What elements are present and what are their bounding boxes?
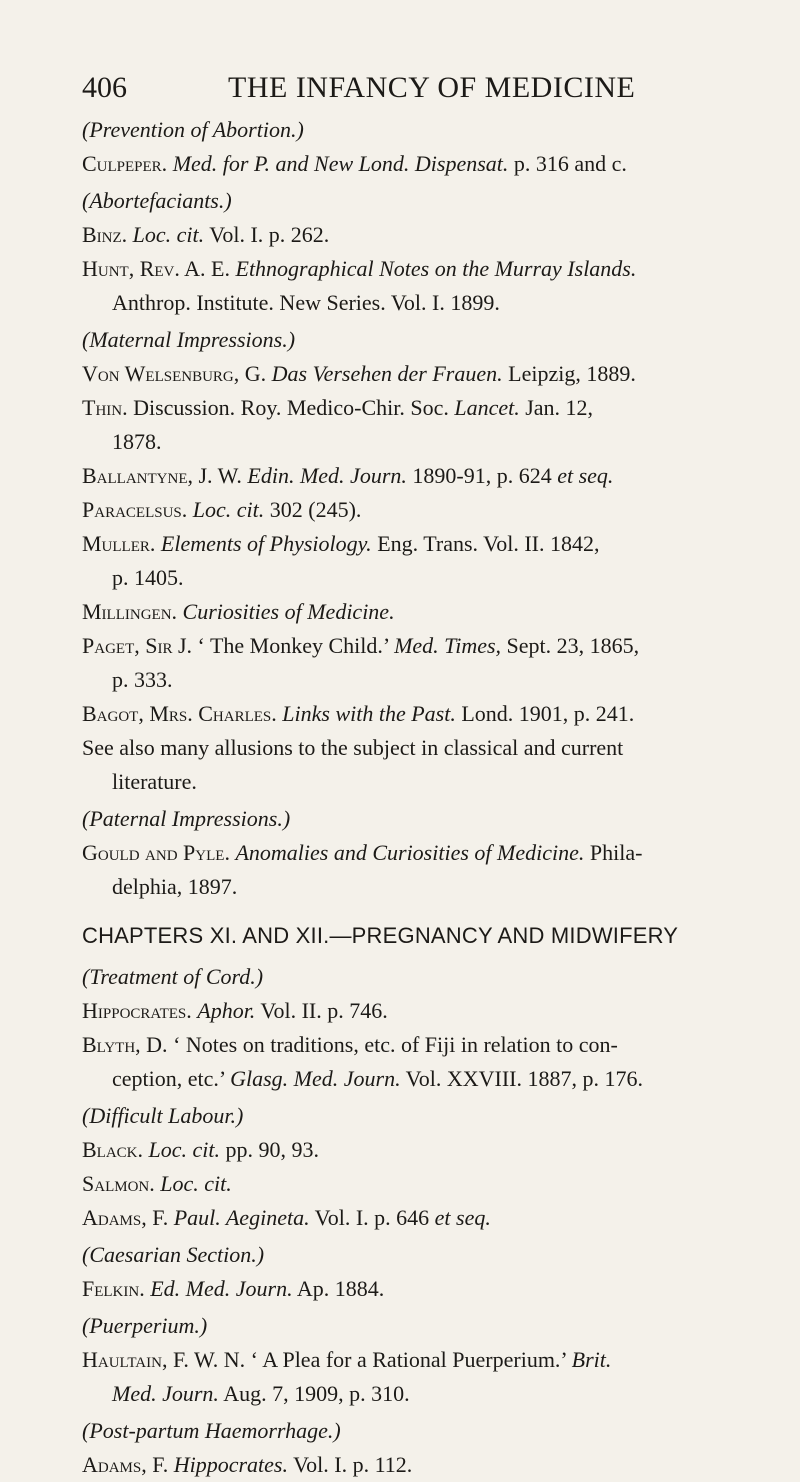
reference-continuation — [82, 1062, 740, 1096]
continuation-text: Anthrop. Institute. New Series. Vol. I. 1899. — [112, 290, 500, 315]
author-name: Von Welsenburg, G. — [82, 361, 267, 386]
work-title: Anomalies and Curiosities of Medicine. — [235, 840, 585, 865]
author-name: Bagot, Mrs. Charles. — [82, 701, 277, 726]
reference-line — [82, 357, 740, 391]
section-title: Abortefaciants — [89, 188, 219, 213]
reference-line — [82, 1343, 740, 1377]
work-title: Edin. Med. Journ. — [247, 463, 407, 488]
reference-line — [82, 595, 740, 629]
section-title: Prevention of Abortion — [89, 117, 291, 142]
reference-detail: Vol. I. p. 112. — [287, 1452, 413, 1477]
reference-line — [82, 994, 740, 1028]
author-name: Haultain, F. W. N. — [82, 1347, 246, 1372]
continuation-text: p. 333. — [112, 667, 173, 692]
continuation-work: Glasg. Med. Journ. — [230, 1066, 401, 1091]
author-name: Millingen. — [82, 599, 178, 624]
reference-line — [82, 147, 740, 181]
reference-note: Discussion. Roy. Medico-Chir. Soc. — [133, 395, 449, 420]
reference-detail: Ap. 1884. — [292, 1276, 385, 1301]
reference-line — [82, 527, 740, 561]
continuation-text: 1878. — [112, 429, 162, 454]
reference-note: ‘ Notes on traditions, etc. of Fiji in relation to con- — [173, 1032, 618, 1057]
chapter-heading: CHAPTERS XI. AND XII.—PREGNANCY AND MIDWIFERY — [82, 923, 679, 948]
reference-detail-italic: et seq. — [434, 1205, 491, 1230]
reference-detail: Phila- — [584, 840, 643, 865]
work-title: Paul. Aegineta. — [173, 1205, 310, 1230]
reference-continuation — [82, 1377, 740, 1411]
reference-line — [82, 629, 740, 663]
section-heading: (Puerperium.) — [82, 1313, 208, 1338]
continuation-text: delphia, 1897. — [112, 874, 238, 899]
reference-line — [82, 1272, 740, 1306]
continuation-work: Med. Journ. — [112, 1381, 219, 1406]
section-title: Treatment of Cord — [89, 964, 251, 989]
work-title: Ethnographical Notes on the Murray Islands. — [235, 256, 637, 281]
reference-detail: Sept. 23, 1865, — [501, 633, 640, 658]
author-name: Blyth, D. — [82, 1032, 168, 1057]
bibliography-list — [82, 110, 740, 1482]
reference-line — [82, 1167, 740, 1201]
section-heading: (Prevention of Abortion.) — [82, 117, 304, 142]
author-name: Salmon. — [82, 1171, 155, 1196]
reference-detail: Jan. 12, — [519, 395, 594, 420]
reference-line — [82, 493, 740, 527]
reference-line — [82, 697, 740, 731]
reference-detail-italic: et seq. — [557, 463, 614, 488]
continuation-text: p. 1405. — [112, 565, 184, 590]
author-name: Hippocrates. — [82, 998, 192, 1023]
reference-line — [82, 391, 740, 425]
continuation-detail: Aug. 7, 1909, p. 310. — [218, 1381, 410, 1406]
page-number: 406 — [82, 71, 127, 104]
section-heading: (Treatment of Cord.) — [82, 964, 264, 989]
reference-line — [82, 1201, 740, 1235]
work-title: Curiosities of Medicine. — [182, 599, 395, 624]
work-title: Brit. — [571, 1347, 612, 1372]
work-title: Elements of Physiology. — [160, 531, 372, 556]
work-title: Lancet. — [454, 395, 520, 420]
author-name: Gould and Pyle. — [82, 840, 230, 865]
reference-line — [82, 1133, 740, 1167]
work-title: Das Versehen der Frauen. — [271, 361, 503, 386]
reference-detail: Eng. Trans. Vol. II. 1842, — [371, 531, 600, 556]
work-title: Loc. cit. — [148, 1137, 221, 1162]
work-title: Ed. Med. Journ. — [150, 1276, 293, 1301]
section-heading: (Caesarian Section.) — [82, 1242, 265, 1267]
reference-line — [82, 836, 740, 870]
reference-continuation — [82, 425, 740, 459]
reference-line — [82, 1448, 740, 1482]
work-title: Loc. cit. — [132, 222, 205, 247]
author-name: Paracelsus. — [82, 497, 188, 522]
reference-continuation — [82, 286, 740, 320]
section-title: Post-partum Haemorrhage — [89, 1418, 328, 1443]
author-name: Thin. — [82, 395, 128, 420]
section-heading: (Maternal Impressions.) — [82, 327, 296, 352]
author-name: Adams, F. — [82, 1205, 169, 1230]
reference-line — [82, 459, 740, 493]
continuation-text: literature. — [112, 769, 197, 794]
work-title: Med. Times, — [394, 633, 502, 658]
section-heading: (Difficult Labour.) — [82, 1103, 244, 1128]
page-header — [82, 68, 740, 108]
author-name: Black. — [82, 1137, 144, 1162]
continuation-detail: Vol. XXVIII. 1887, p. 176. — [400, 1066, 643, 1091]
work-title: Hippocrates. — [173, 1452, 288, 1477]
section-title: Puerperium — [89, 1313, 195, 1338]
continuation-note: ception, etc.’ — [112, 1066, 225, 1091]
reference-continuation — [82, 765, 740, 799]
work-title: Aphor. — [197, 998, 256, 1023]
reference-detail: p. 316 and c. — [508, 151, 627, 176]
reference-detail: Vol. I. p. 646 — [309, 1205, 435, 1230]
reference-line — [82, 252, 740, 286]
reference-continuation — [82, 663, 740, 697]
reference-continuation — [82, 870, 740, 904]
author-name: Paget, Sir J. — [82, 633, 193, 658]
reference-detail: pp. 90, 93. — [220, 1137, 320, 1162]
section-heading: (Paternal Impressions.) — [82, 806, 291, 831]
section-title: Maternal Impressions — [89, 327, 283, 352]
reference-line — [82, 731, 740, 765]
reference-line — [82, 1028, 740, 1062]
reference-detail: 302 (245). — [264, 497, 362, 522]
reference-note: ‘ The Monkey Child.’ — [197, 633, 389, 658]
reference-continuation — [82, 561, 740, 595]
reference-detail: Vol. I. p. 262. — [204, 222, 330, 247]
reference-detail: Leipzig, 1889. — [502, 361, 636, 386]
work-title: Links with the Past. — [282, 701, 456, 726]
author-name: Muller. — [82, 531, 156, 556]
reference-text: See also many allusions to the subject in classical and current — [82, 735, 624, 760]
section-title: Difficult Labour — [89, 1103, 231, 1128]
author-name: Hunt, Rev. A. E. — [82, 256, 230, 281]
section-title: Caesarian Section — [89, 1242, 252, 1267]
author-name: Ballantyne, J. W. — [82, 463, 242, 488]
reference-note: ‘ A Plea for a Rational Puerperium.’ — [250, 1347, 567, 1372]
running-title: THE INFANCY OF MEDICINE — [228, 71, 636, 104]
section-heading: (Abortefaciants.) — [82, 188, 232, 213]
section-title: Paternal Impressions — [89, 806, 278, 831]
work-title: Med. for P. and New Lond. Dispensat. — [172, 151, 509, 176]
reference-detail: Vol. II. p. 746. — [255, 998, 388, 1023]
author-name: Adams, F. — [82, 1452, 169, 1477]
author-name: Felkin. — [82, 1276, 145, 1301]
section-heading: (Post-partum Haemorrhage.) — [82, 1418, 341, 1443]
reference-detail: Lond. 1901, p. 241. — [455, 701, 635, 726]
author-name: Binz. — [82, 222, 128, 247]
work-title: Loc. cit. — [192, 497, 265, 522]
reference-detail: 1890-91, p. 624 — [406, 463, 558, 488]
author-name: Culpeper. — [82, 151, 168, 176]
work-title: Loc. cit. — [160, 1171, 232, 1196]
reference-line — [82, 218, 740, 252]
